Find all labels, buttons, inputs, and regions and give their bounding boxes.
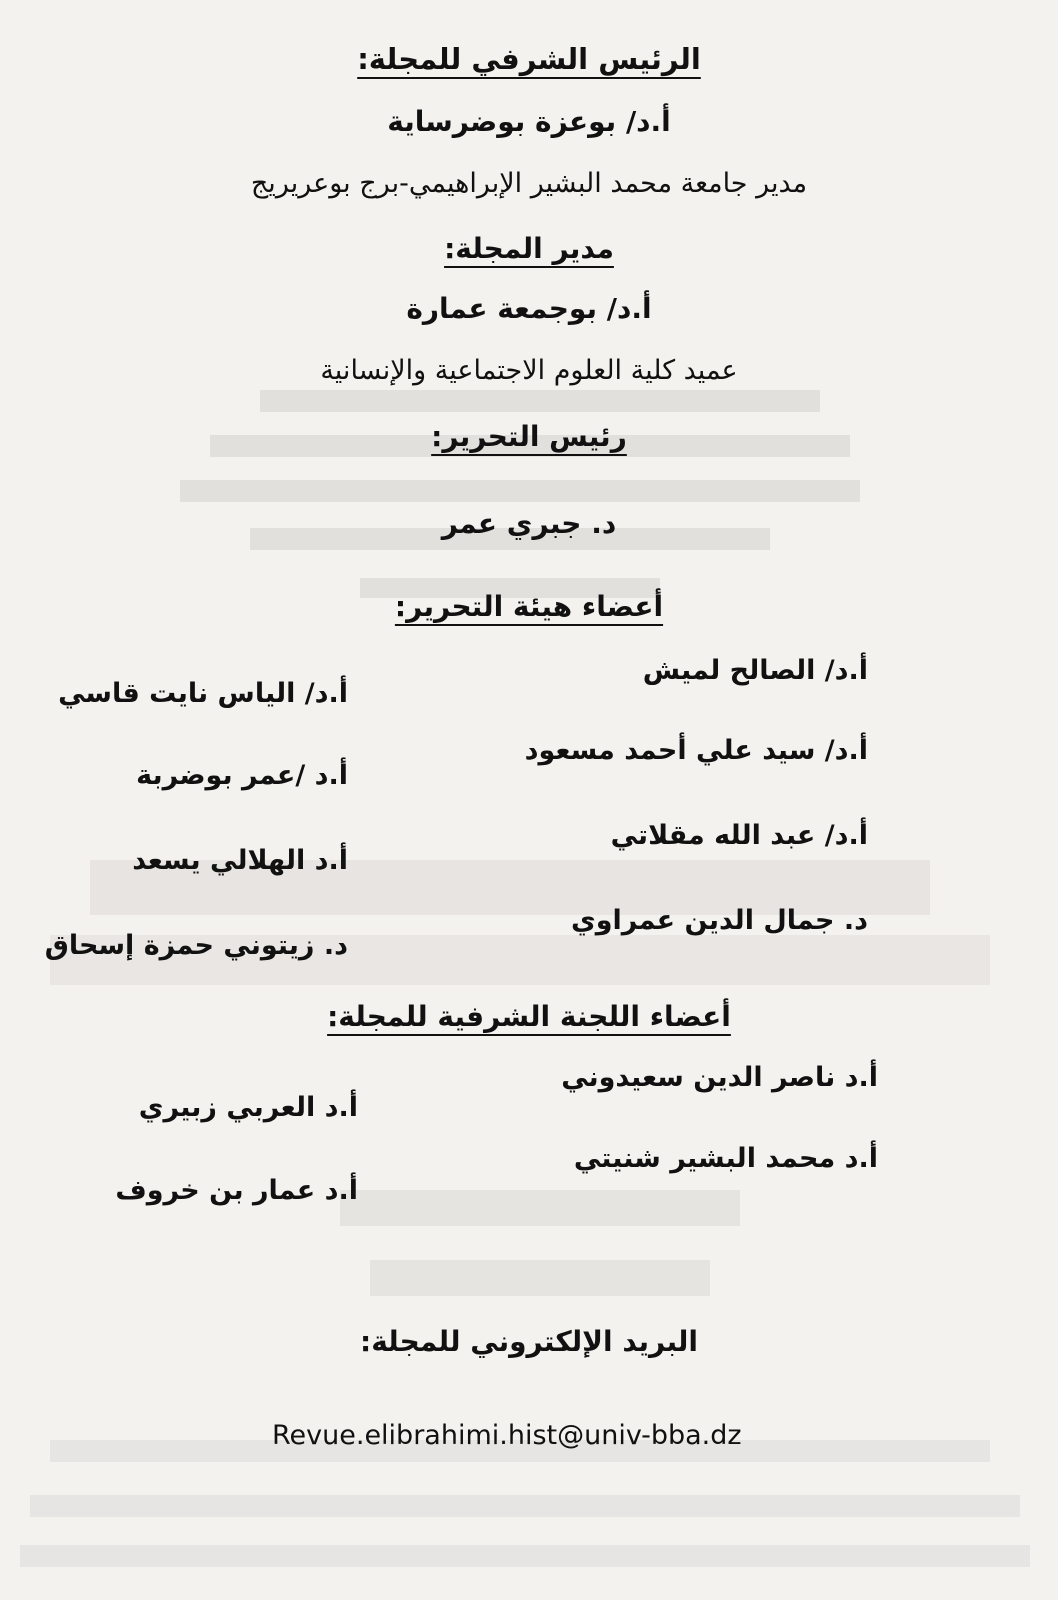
- honorary-committee-member: أ.د عمار بن خروف: [115, 1175, 358, 1206]
- journal-email-link[interactable]: Revue.elibrahimi.hist@univ-bba.dz: [272, 1420, 742, 1451]
- editorial-board-heading: أعضاء هيئة التحرير:: [394, 590, 664, 623]
- honorary-committee-member: أ.د ناصر الدين سعيدوني: [561, 1062, 878, 1093]
- bleed-through-issn-shadow: [320, 1190, 760, 1300]
- editorial-board-member: أ.د /عمر بوضربة: [136, 760, 348, 791]
- bleed-through-shadow: [180, 380, 860, 620]
- editorial-board-member: أ.د/ الياس نايت قاسي: [58, 678, 348, 709]
- journal-director-name: أ.د/ بوجمعة عمارة: [406, 292, 652, 325]
- editorial-board-member: أ.د الهلالي يسعد: [132, 845, 348, 876]
- editorial-board-member: د. جمال الدين عمراوي: [571, 905, 868, 936]
- bleed-through-footer-lines: [20, 1440, 1030, 1580]
- editorial-board-member: أ.د/ سيد علي أحمد مسعود: [524, 735, 868, 766]
- editorial-board-member: أ.د/ الصالح لميش: [642, 655, 868, 686]
- bleed-through-footer-shadow: [20, 1440, 1030, 1580]
- journal-email-heading: البريد الإلكتروني للمجلة:: [360, 1325, 698, 1358]
- editorial-board-member: د. زيتوني حمزة إسحاق: [44, 930, 348, 961]
- editor-in-chief-heading: رئيس التحرير:: [431, 420, 627, 453]
- bleed-through-issn-lines: [320, 1190, 760, 1300]
- honorary-president-name: أ.د/ بوعزة بوضرساية: [387, 105, 671, 138]
- editor-in-chief-name: د. جبري عمر: [441, 507, 617, 540]
- honorary-committee-member: أ.د العربي زبيري: [138, 1092, 358, 1123]
- honorary-president-title: مدير جامعة محمد البشير الإبراهيمي-برج بوعريريج: [250, 168, 808, 199]
- honorary-committee-heading: أعضاء اللجنة الشرفية للمجلة:: [327, 1000, 731, 1033]
- editorial-board-member: أ.د/ عبد الله مقلاتي: [610, 820, 868, 851]
- journal-director-heading: مدير المجلة:: [444, 232, 614, 265]
- bleed-through-lines: [180, 380, 860, 620]
- journal-director-title: عميد كلية العلوم الاجتماعية والإنسانية: [320, 355, 738, 386]
- honorary-committee-member: أ.د محمد البشير شنيتي: [573, 1143, 878, 1174]
- honorary-president-heading: الرئيس الشرفي للمجلة:: [357, 42, 701, 76]
